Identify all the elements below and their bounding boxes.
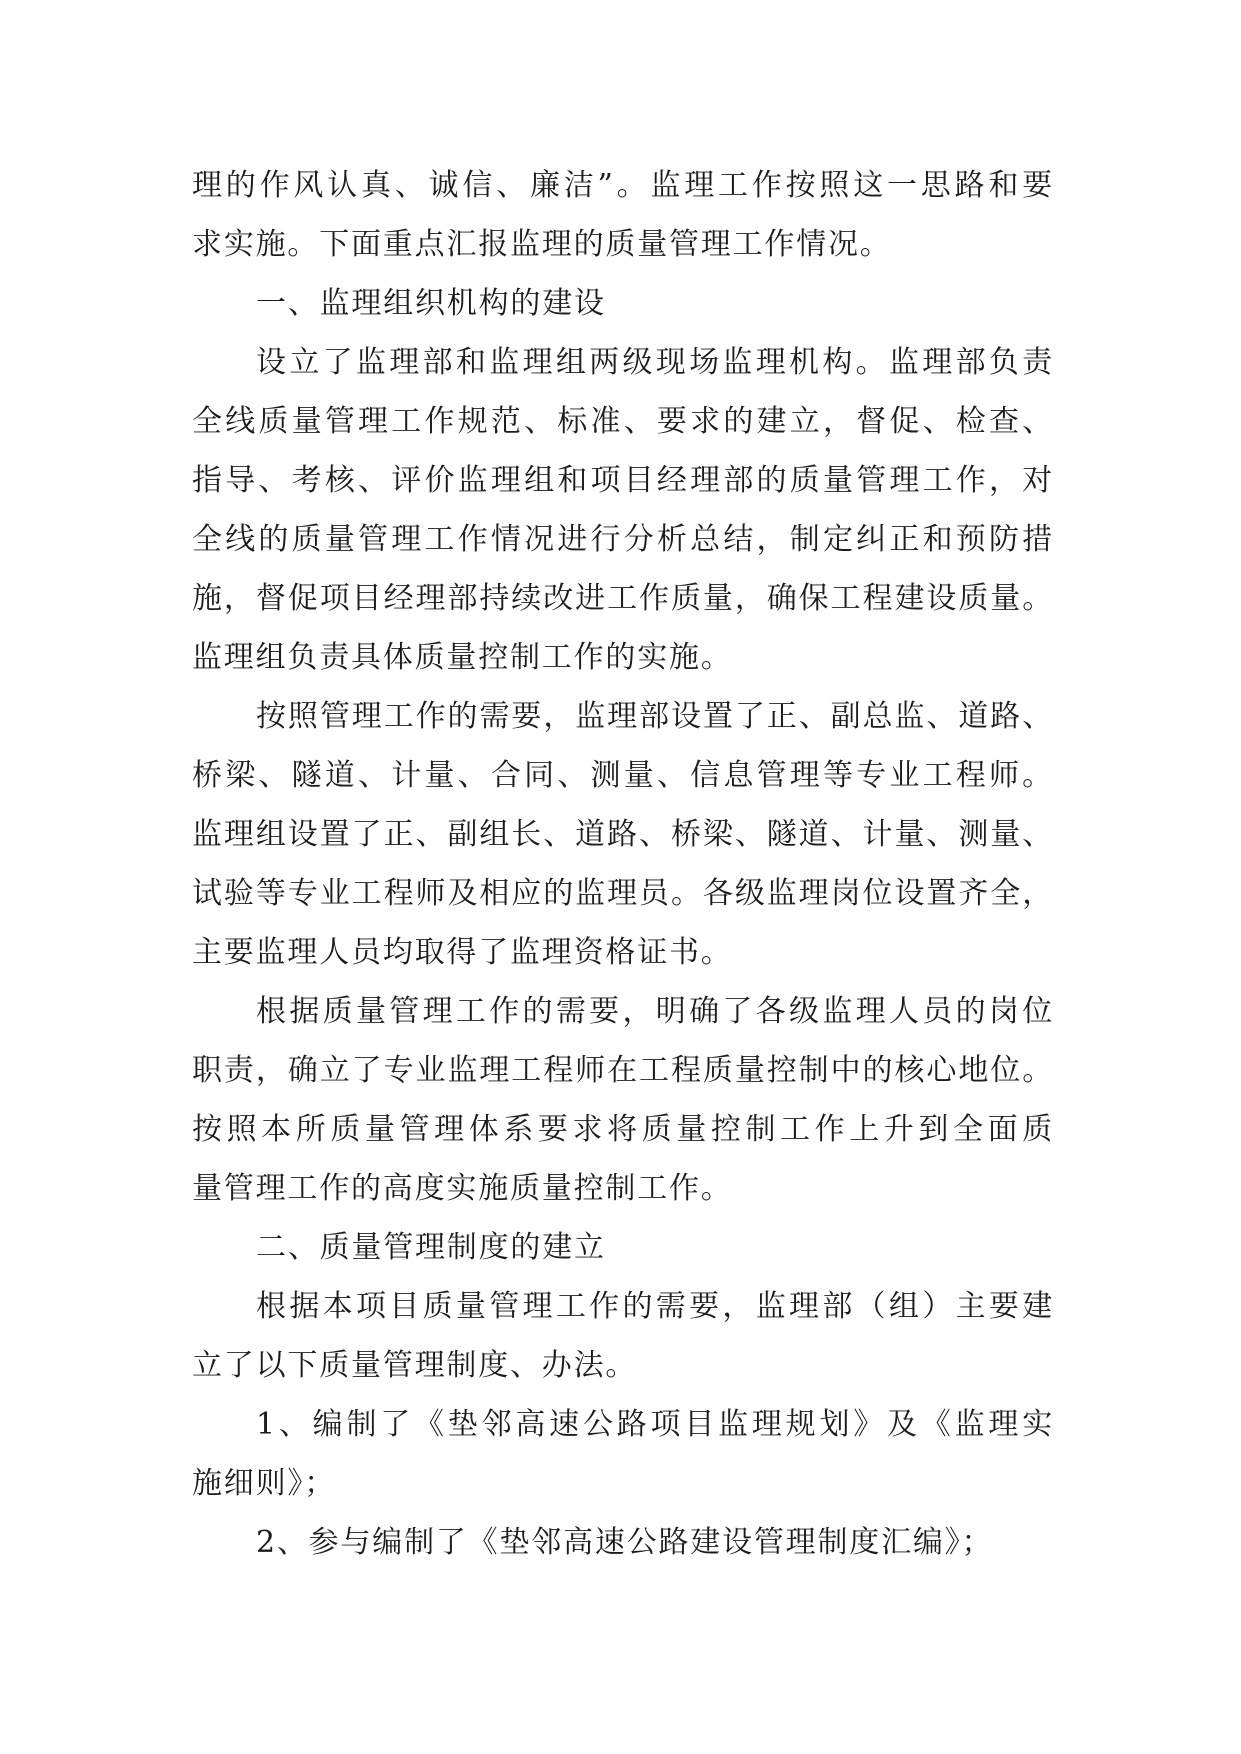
paragraph (192, 982, 1054, 1218)
page-body-text (192, 156, 1054, 1572)
text-line: 量管理工作的高度实施质量控制工作。 (192, 1171, 733, 1206)
section-heading (192, 1218, 1054, 1277)
list-item (192, 1395, 1054, 1513)
section-heading (192, 274, 1054, 333)
text-line: 根据本项目质量管理工作的需要，监理部（组）主要建 (256, 1289, 1054, 1324)
text-line: 立了以下质量管理制度、办法。 (192, 1348, 638, 1383)
text-line: 试验等专业工程师及相应的监理员。各级监理岗位设置齐全， (192, 876, 1054, 911)
text-line: 施，督促项目经理部持续改进工作质量，确保工程建设质量。 (192, 581, 1054, 616)
text-line: 指导、考核、评价监理组和项目经理部的质量管理工作，对 (192, 463, 1054, 498)
section-heading-text: 一、监理组织机构的建设 (256, 286, 606, 321)
text-line: 主要监理人员均取得了监理资格证书。 (192, 935, 733, 970)
text-line: 职责，确立了专业监理工程师在工程质量控制中的核心地位。 (192, 1053, 1054, 1088)
paragraph (192, 333, 1054, 687)
text-line: 桥梁、隧道、计量、合同、测量、信息管理等专业工程师。 (192, 758, 1054, 793)
text-line: 施细则》； (192, 1466, 336, 1501)
section-heading-text: 二、质量管理制度的建立 (256, 1230, 606, 1265)
text-line: 2、参与编制了《垫邻高速公路建设管理制度汇编》； (256, 1525, 994, 1560)
text-line: 理的作风认真、诚信、廉洁”。监理工作按照这一思路和要 (192, 168, 1054, 203)
text-line: 监理组设置了正、副组长、道路、桥梁、隧道、计量、测量、 (192, 817, 1054, 852)
text-line: 按照管理工作的需要，监理部设置了正、副总监、道路、 (256, 699, 1054, 734)
text-line: 按照本所质量管理体系要求将质量控制工作上升到全面质 (192, 1112, 1054, 1147)
paragraph (192, 1277, 1054, 1395)
paragraph-continued (192, 156, 1054, 274)
text-line: 全线的质量管理工作情况进行分析总结，制定纠正和预防措 (192, 522, 1054, 557)
text-line: 全线质量管理工作规范、标准、要求的建立，督促、检查、 (192, 404, 1054, 439)
text-line: 设立了监理部和监理组两级现场监理机构。监理部负责 (256, 345, 1054, 380)
text-line: 根据质量管理工作的需要，明确了各级监理人员的岗位 (256, 994, 1054, 1029)
text-line: 监理组负责具体质量控制工作的实施。 (192, 640, 733, 675)
text-line: 1、编制了《垫邻高速公路项目监理规划》及《监理实 (256, 1407, 1054, 1442)
text-line: 求实施。下面重点汇报监理的质量管理工作情况。 (192, 227, 892, 262)
list-item (192, 1513, 1054, 1572)
paragraph (192, 687, 1054, 982)
